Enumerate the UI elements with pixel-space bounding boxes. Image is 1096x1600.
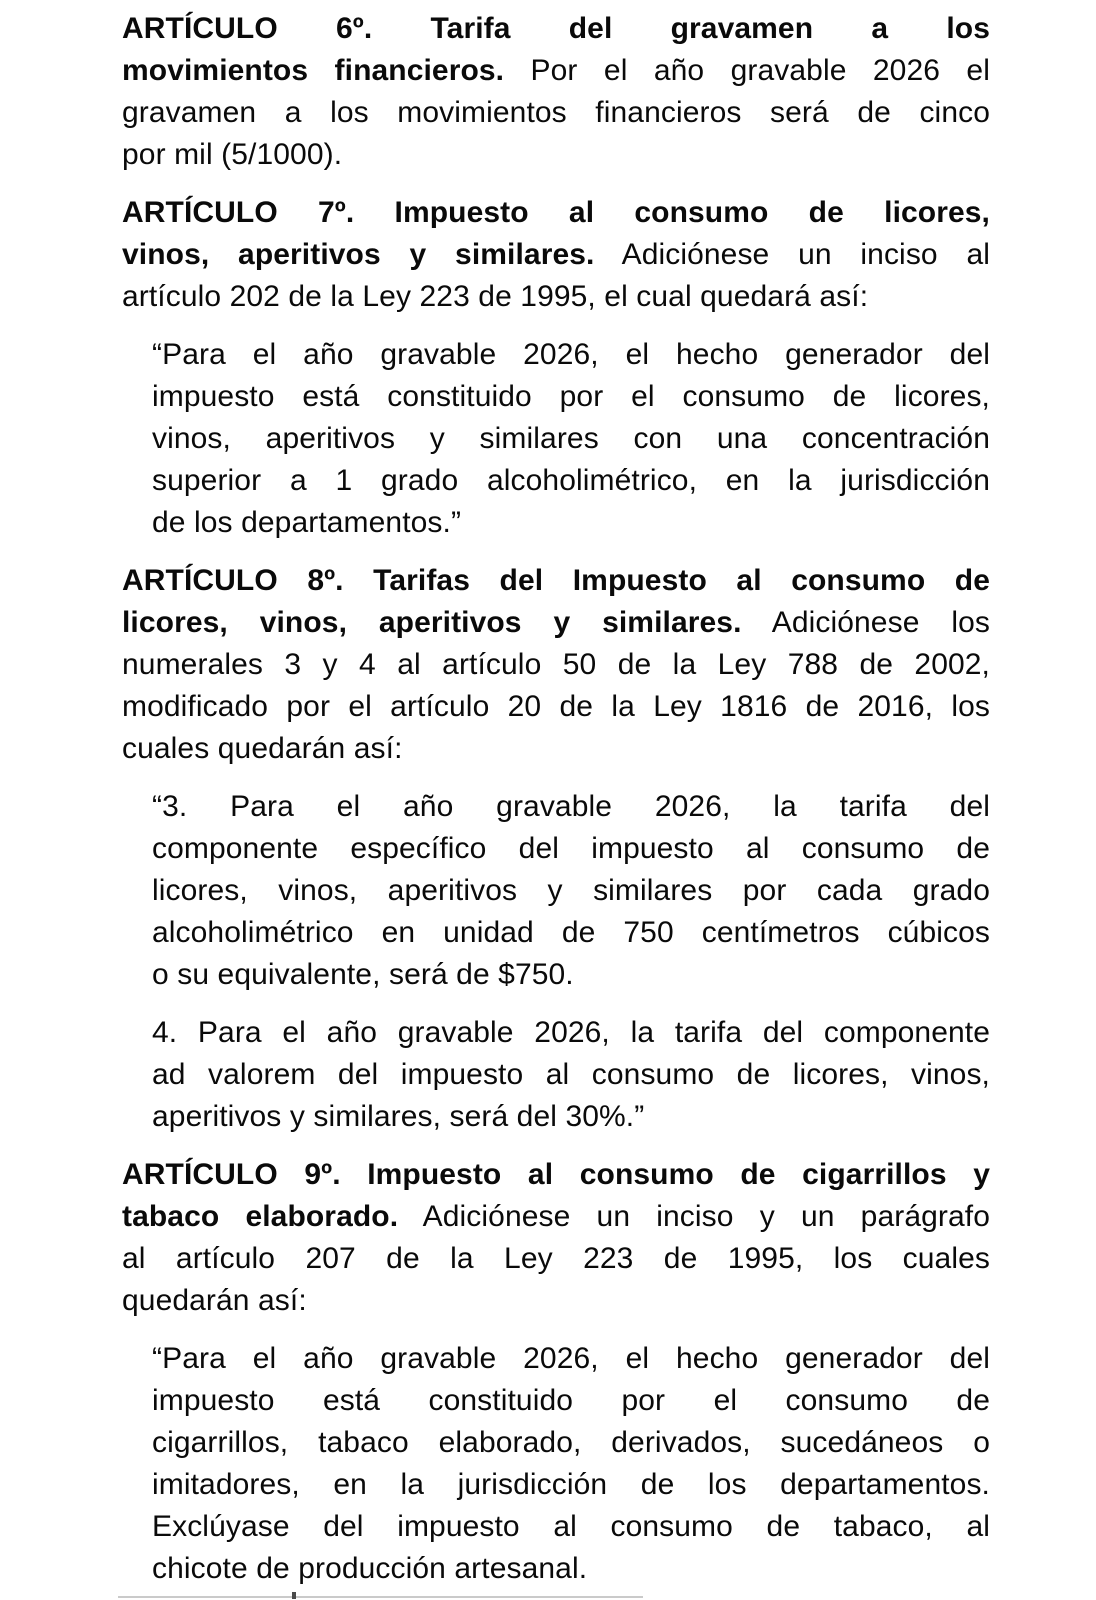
next-line-cutoff xyxy=(118,1596,643,1598)
text-line xyxy=(152,1422,990,1464)
text-run: gravamen a los movimientos financieros será de cinco xyxy=(122,96,990,129)
text-line xyxy=(122,234,990,276)
text-run: Adiciónese un inciso y un parágrafo xyxy=(398,1200,990,1233)
text-run: al artículo 207 de la Ley 223 de 1995, los cuales xyxy=(122,1242,990,1275)
text-run: quedarán así: xyxy=(122,1284,307,1317)
text-run: “3. Para el año gravable 2026, la tarifa del xyxy=(152,790,990,823)
text-line xyxy=(152,1012,990,1054)
text-run: modificado por el artículo 20 de la Ley 1816 de 2016, los xyxy=(122,690,990,723)
bold-text-run: licores, vinos, aperitivos y similares. xyxy=(122,606,742,639)
text-line xyxy=(122,602,990,644)
bold-text-run: ARTÍCULO 8º. Tarifas del Impuesto al consumo de xyxy=(122,564,990,597)
bold-text-run: vinos, aperitivos y similares. xyxy=(122,238,595,271)
text-line xyxy=(122,686,990,728)
quote-numeral-3 xyxy=(152,786,990,996)
text-line xyxy=(122,50,990,92)
text-run: Adiciónese un inciso al xyxy=(594,238,991,271)
text-run: cuales quedarán así: xyxy=(122,732,403,765)
bold-text-run: movimientos financieros. xyxy=(122,54,505,87)
bold-text-run: ARTÍCULO 9º. Impuesto al consumo de cigarrillos y xyxy=(122,1158,990,1191)
text-line xyxy=(122,92,990,134)
text-line xyxy=(152,334,990,376)
text-line xyxy=(122,276,990,318)
text-line xyxy=(152,870,990,912)
text-run: ad valorem del impuesto al consumo de licores, vinos, xyxy=(152,1058,990,1091)
next-line-cutoff-tick xyxy=(292,1592,296,1599)
text-line xyxy=(122,644,990,686)
text-line xyxy=(122,1238,990,1280)
text-run: de los departamentos.” xyxy=(152,506,462,539)
text-run: por mil (5/1000). xyxy=(122,138,343,171)
text-line xyxy=(122,8,990,50)
text-run: numerales 3 y 4 al artículo 50 de la Ley 788 de 2002, xyxy=(122,648,990,681)
text-line xyxy=(122,1196,990,1238)
text-run: 4. Para el año gravable 2026, la tarifa del componente xyxy=(152,1016,990,1049)
quote-articulo-7-inciso xyxy=(152,334,990,544)
text-line xyxy=(122,728,990,770)
document-body xyxy=(122,8,990,1600)
quote-articulo-9-inciso xyxy=(152,1338,990,1590)
text-run: Exclúyase del impuesto al consumo de tabaco, al xyxy=(152,1510,990,1543)
text-run: imitadores, en la jurisdicción de los departamentos. xyxy=(152,1468,990,1501)
text-line xyxy=(152,786,990,828)
text-run: artículo 202 de la Ley 223 de 1995, el cual quedará así: xyxy=(122,280,869,313)
quote-numeral-4 xyxy=(152,1012,990,1138)
text-line xyxy=(152,954,990,996)
text-line xyxy=(152,376,990,418)
text-line xyxy=(152,828,990,870)
text-run: vinos, aperitivos y similares con una concentración xyxy=(152,422,990,455)
text-run: aperitivos y similares, será del 30%.” xyxy=(152,1100,645,1133)
bold-text-run: ARTÍCULO 7º. Impuesto al consumo de licores, xyxy=(122,196,990,229)
paragraph-articulo-7 xyxy=(122,192,990,318)
text-run: Por el año gravable 2026 el xyxy=(504,54,990,87)
text-run: superior a 1 grado alcoholimétrico, en la jurisdicción xyxy=(152,464,990,497)
text-line xyxy=(152,418,990,460)
paragraph-articulo-8 xyxy=(122,560,990,770)
text-line xyxy=(152,1548,990,1590)
text-run: impuesto está constituido por el consumo de xyxy=(152,1384,990,1417)
text-run: “Para el año gravable 2026, el hecho generador del xyxy=(152,338,990,371)
text-run: impuesto está constituido por el consumo de licores, xyxy=(152,380,990,413)
text-line xyxy=(122,134,990,176)
text-run: alcoholimétrico en unidad de 750 centímetros cúbicos xyxy=(152,916,990,949)
text-run: o su equivalente, será de $750. xyxy=(152,958,574,991)
paragraph-articulo-9 xyxy=(122,1154,990,1322)
text-line xyxy=(152,1506,990,1548)
text-run: “Para el año gravable 2026, el hecho generador del xyxy=(152,1342,990,1375)
text-line xyxy=(152,1380,990,1422)
text-line xyxy=(152,1096,990,1138)
text-line xyxy=(152,912,990,954)
text-line xyxy=(122,1280,990,1322)
paragraph-articulo-6 xyxy=(122,8,990,176)
text-line xyxy=(122,1154,990,1196)
text-run: componente específico del impuesto al consumo de xyxy=(152,832,990,865)
text-line xyxy=(152,502,990,544)
text-line xyxy=(152,1054,990,1096)
text-line xyxy=(152,460,990,502)
text-run: Adiciónese los xyxy=(741,606,990,639)
bold-text-run: tabaco elaborado. xyxy=(122,1200,399,1233)
text-run: cigarrillos, tabaco elaborado, derivados, sucedáneos o xyxy=(152,1426,990,1459)
text-run: licores, vinos, aperitivos y similares por cada grado xyxy=(152,874,990,907)
text-line xyxy=(152,1338,990,1380)
text-line xyxy=(152,1464,990,1506)
text-run: chicote de producción artesanal. xyxy=(152,1552,588,1585)
text-line xyxy=(122,192,990,234)
bold-text-run: ARTÍCULO 6º. Tarifa del gravamen a los xyxy=(122,12,990,45)
text-line xyxy=(122,560,990,602)
